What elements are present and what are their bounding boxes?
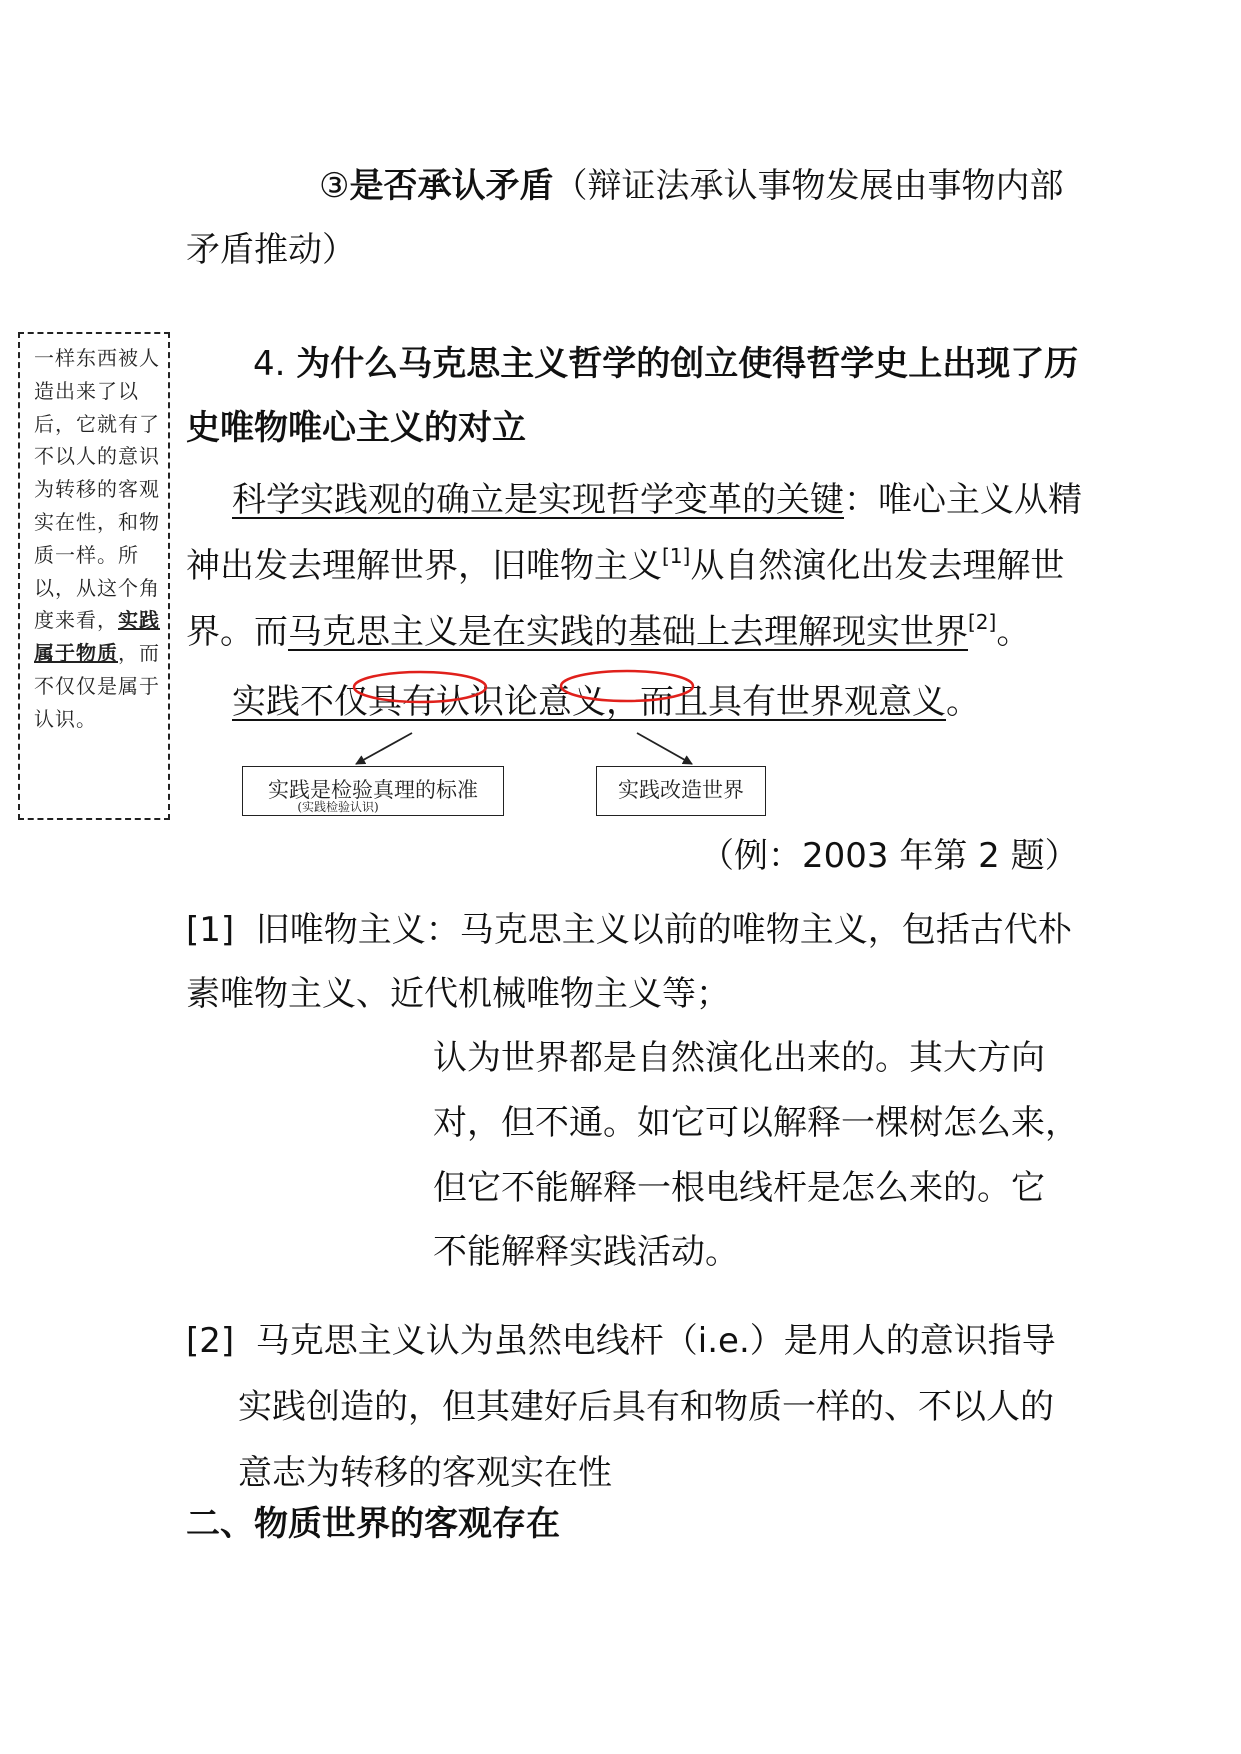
highlight-ellipse-epistemology xyxy=(354,672,486,702)
footnote-1-label: [1] xyxy=(186,910,235,950)
intro-line-2: 矛盾推动） xyxy=(186,230,356,270)
paragraph-text: 。 xyxy=(996,612,1031,652)
intro-bold-phrase: 是否承认矛盾 xyxy=(349,166,554,206)
highlight-ellipse-worldview xyxy=(561,671,693,701)
underlined-key-statement: 科学实践观的确立是实现哲学变革的关键 xyxy=(232,480,844,520)
footnote-2 xyxy=(186,1308,1064,1506)
paragraph-text: 界。而 xyxy=(186,612,288,652)
note-line: 认为世界都是自然演化出来的。其大方向 xyxy=(433,1038,1045,1078)
intro-parenthetical: （辩证法承认事物发展由事物内部 xyxy=(553,166,1064,206)
footnote-2-paragraph xyxy=(186,1308,1064,1506)
footnote-1-line-1 xyxy=(186,908,1072,952)
question-title-part-1: 为什么马克思主义哲学的创立使得哲学史上出现了历 xyxy=(296,344,1079,384)
side-note-text-after: ，而不仅仅是属于认识。 xyxy=(34,641,160,731)
paragraph-text: 从自然演化出发去理解世 xyxy=(690,546,1065,586)
note-line: 不能解释实践活动。 xyxy=(433,1232,739,1272)
box-note-practice-verifies: (实践检验认识) xyxy=(297,800,379,814)
side-note-text-before: 一样东西被人造出来了以后，它就有了不以人的意识为转移的客观实在性，和物质一样。所以，从这个角度来看， xyxy=(34,346,160,633)
diagram-box-transform xyxy=(596,766,766,816)
paragraph-text: ：唯心主义从精 xyxy=(844,480,1082,520)
section-heading: 二、物质世界的客观存在 xyxy=(186,1504,560,1544)
box-label-truth-criterion: 实践是检验真理的标准 xyxy=(268,778,478,802)
arrow-to-box-2 xyxy=(637,733,692,764)
footnote-ref-1[interactable]: [1] xyxy=(662,544,691,568)
question-number: 4. xyxy=(253,344,286,384)
footnote-2-text: 马克思主义认为虽然电线杆（i.e.）是用人的意识指导实践创造的，但其建好后具有和物质一样的、不以人的意志为转移的客观实在性 xyxy=(238,1321,1056,1493)
footnote-ref-2[interactable]: [2] xyxy=(968,610,997,634)
practice-sentence-end: 。 xyxy=(946,682,980,722)
side-note-bold-text: 实践属于物质 xyxy=(34,608,160,666)
diagram-box-verification xyxy=(242,766,504,816)
circled-number-marker: ③ xyxy=(319,166,350,206)
box-label-transform-world: 实践改造世界 xyxy=(618,778,744,802)
note-line: 对，但不通。如它可以解释一棵树怎么来， xyxy=(433,1103,1079,1143)
question-title-part-2: 史唯物唯心主义的对立 xyxy=(186,408,526,448)
note-line: 但它不能解释一根电线杆是怎么来的。它 xyxy=(433,1168,1045,1208)
footnote-1-line-2: 素唯物主义、近代机械唯物主义等； xyxy=(186,974,730,1014)
footnote-1-text: 旧唯物主义：马克思主义以前的唯物主义，包括古代朴 xyxy=(255,910,1072,950)
paragraph-text: 神出发去理解世界，旧唯物主义 xyxy=(186,546,662,586)
example-reference: （例：2003 年第 2 题） xyxy=(700,836,1079,876)
underlined-marxism-statement: 马克思主义是在实践的基础上去理解现实世界 xyxy=(288,612,968,652)
practice-sentence-underlined: 实践不仅具有认识论意义，而且具有世界观意义 xyxy=(232,682,946,722)
arrow-to-box-1 xyxy=(356,733,412,764)
footnote-2-label: [2] xyxy=(186,1321,235,1361)
